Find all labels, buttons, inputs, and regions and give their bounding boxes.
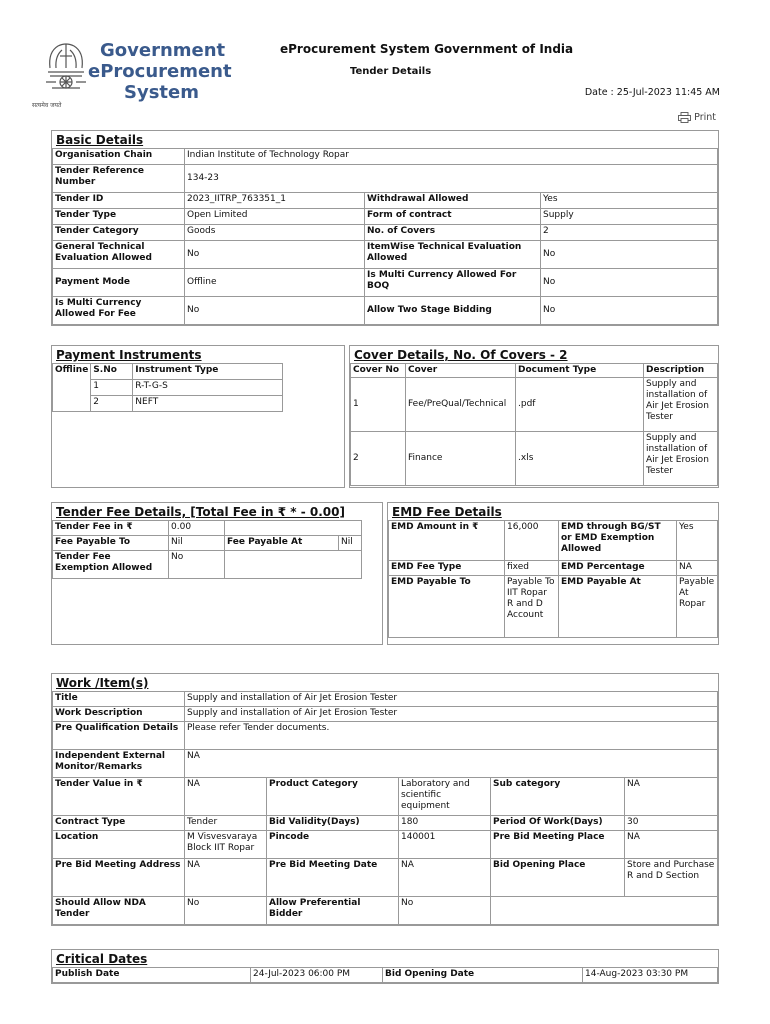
table-row (351, 432, 718, 486)
emblem-caption: सत्यमेव जयते (32, 102, 62, 109)
table-row (53, 241, 718, 269)
table-row (389, 521, 718, 561)
emd-fee-title: EMD Fee Details (392, 505, 502, 519)
cover-name: Fee/PreQual/Technical (406, 378, 516, 432)
monitor-value: NA (185, 750, 718, 778)
product-category-label: Product Category (267, 778, 399, 816)
emd-type-value: fixed (505, 561, 559, 576)
brand-line-1: Government (100, 40, 226, 61)
org-chain-value: Indian Institute of Technology Ropar (185, 149, 718, 165)
instrument-type: NEFT (133, 396, 283, 412)
tender-fee-section (51, 502, 383, 645)
basic-details-title: Basic Details (56, 133, 144, 147)
table-row (53, 536, 362, 551)
brand-logo-text (88, 40, 232, 103)
brand-line-3: System (124, 82, 199, 103)
cover-details-table (350, 363, 718, 486)
tender-category-label: Tender Category (53, 225, 185, 241)
table-row (53, 707, 718, 722)
emd-percentage-label: EMD Percentage (559, 561, 677, 576)
cover-description: Supply and installation of Air Jet Erosion Tester (644, 378, 718, 432)
sub-category-label: Sub category (491, 778, 625, 816)
report-date: Date : 25-Jul-2023 11:45 AM (584, 87, 720, 98)
preferential-value: No (399, 897, 491, 925)
sub-category-value: NA (625, 778, 718, 816)
covers-label: No. of Covers (365, 225, 541, 241)
col-sno: S.No (91, 364, 133, 380)
tender-ref-value: 134-23 (185, 165, 718, 193)
empty-cell (225, 521, 362, 536)
prebid-address-label: Pre Bid Meeting Address (53, 859, 185, 897)
publish-date-label: Publish Date (53, 968, 251, 983)
tender-fee-table (52, 520, 362, 579)
brand-line-2: eProcurement (88, 61, 232, 82)
tender-id-value: 2023_IITRP_763351_1 (185, 193, 365, 209)
table-row (53, 897, 718, 925)
tender-id-label: Tender ID (53, 193, 185, 209)
cover-description: Supply and installation of Air Jet Erosion Tester (644, 432, 718, 486)
emd-amount-label: EMD Amount in ₹ (389, 521, 505, 561)
covers-value: 2 (541, 225, 718, 241)
table-row (53, 551, 362, 579)
print-button[interactable] (678, 112, 716, 123)
location-label: Location (53, 831, 185, 859)
fee-payable-to-value: Nil (169, 536, 225, 551)
tender-type-value: Open Limited (185, 209, 365, 225)
table-row (53, 165, 718, 193)
itemwise-value: No (541, 241, 718, 269)
opening-place-value: Store and Purchase R and D Section (625, 859, 718, 897)
table-row (53, 193, 718, 209)
pincode-label: Pincode (267, 831, 399, 859)
fee-payable-at-label: Fee Payable At (225, 536, 339, 551)
payment-mode-tag: Offline (53, 364, 91, 412)
opening-place-label: Bid Opening Place (491, 859, 625, 897)
tender-ref-label: Tender Reference Number (53, 165, 185, 193)
instrument-type: R-T-G-S (133, 380, 283, 396)
multi-fee-label: Is Multi Currency Allowed For Fee (53, 297, 185, 325)
col-document-type: Document Type (516, 364, 644, 378)
basic-details-table (52, 148, 718, 325)
payment-instruments-title: Payment Instruments (56, 348, 202, 362)
col-cover-no: Cover No (351, 364, 406, 378)
withdrawal-value: Yes (541, 193, 718, 209)
nda-value: No (185, 897, 267, 925)
prebid-date-label: Pre Bid Meeting Date (267, 859, 399, 897)
fee-payable-at-value: Nil (339, 536, 362, 551)
table-row (351, 364, 718, 378)
emd-fee-section (387, 502, 719, 645)
location-value: M Visvesvaraya Block IIT Ropar (185, 831, 267, 859)
critical-dates-section (51, 949, 719, 984)
table-row (53, 816, 718, 831)
contract-form-label: Form of contract (365, 209, 541, 225)
empty-cell (225, 551, 362, 579)
prebid-address-value: NA (185, 859, 267, 897)
instrument-sno: 1 (91, 380, 133, 396)
work-title-value: Supply and installation of Air Jet Erosion Tester (185, 692, 718, 707)
national-emblem-icon (40, 38, 92, 98)
bid-opening-date-value: 14-Aug-2023 03:30 PM (583, 968, 718, 983)
payment-mode-label: Payment Mode (53, 269, 185, 297)
work-items-section (51, 673, 719, 926)
bid-opening-date-label: Bid Opening Date (383, 968, 583, 983)
org-chain-label: Organisation Chain (53, 149, 185, 165)
emd-payable-at-label: EMD Payable At (559, 576, 677, 638)
work-desc-label: Work Description (53, 707, 185, 722)
work-items-table (52, 691, 718, 925)
emd-fee-table (388, 520, 718, 638)
payment-instruments-table (52, 363, 283, 412)
col-description: Description (644, 364, 718, 378)
table-row (53, 859, 718, 897)
emd-payable-to-value: Payable To IIT Ropar R and D Account (505, 576, 559, 638)
emd-percentage-value: NA (677, 561, 718, 576)
prequal-value: Please refer Tender documents. (185, 722, 718, 750)
prebid-place-label: Pre Bid Meeting Place (491, 831, 625, 859)
cover-doc-type: .pdf (516, 378, 644, 432)
prequal-label: Pre Qualification Details (53, 722, 185, 750)
payment-instruments-section (51, 345, 345, 488)
emd-payable-at-value: Payable At Ropar (677, 576, 718, 638)
tender-value-label: Tender Value in ₹ (53, 778, 185, 816)
table-row (53, 209, 718, 225)
monitor-label: Independent External Monitor/Remarks (53, 750, 185, 778)
fee-exemption-value: No (169, 551, 225, 579)
table-row (53, 364, 283, 380)
table-row (351, 378, 718, 432)
table-row (53, 269, 718, 297)
table-row (389, 561, 718, 576)
basic-details-section (51, 130, 719, 326)
tender-fee-title: Tender Fee Details, [Total Fee in ₹ * - 0.00] (56, 505, 345, 519)
emd-payable-to-label: EMD Payable To (389, 576, 505, 638)
work-period-label: Period Of Work(Days) (491, 816, 625, 831)
multi-boq-value: No (541, 269, 718, 297)
cover-name: Finance (406, 432, 516, 486)
prebid-place-value: NA (625, 831, 718, 859)
table-row (389, 576, 718, 638)
emd-type-label: EMD Fee Type (389, 561, 505, 576)
cover-details-section (349, 345, 719, 488)
table-row (53, 297, 718, 325)
multi-fee-value: No (185, 297, 365, 325)
col-cover: Cover (406, 364, 516, 378)
pincode-value: 140001 (399, 831, 491, 859)
gte-value: No (185, 241, 365, 269)
tender-type-label: Tender Type (53, 209, 185, 225)
contract-type-label: Contract Type (53, 816, 185, 831)
table-row (53, 149, 718, 165)
col-instrument-type: Instrument Type (133, 364, 283, 380)
instrument-sno: 2 (91, 396, 133, 412)
system-title: eProcurement System Government of India (280, 42, 574, 56)
table-row (53, 968, 718, 983)
work-desc-value: Supply and installation of Air Jet Erosion Tester (185, 707, 718, 722)
fee-amount-value: 0.00 (169, 521, 225, 536)
fee-amount-label: Tender Fee in ₹ (53, 521, 169, 536)
emd-amount-value: 16,000 (505, 521, 559, 561)
preferential-label: Allow Preferential Bidder (267, 897, 399, 925)
tender-value: NA (185, 778, 267, 816)
printer-icon (678, 112, 691, 123)
fee-payable-to-label: Fee Payable To (53, 536, 169, 551)
page-title: Tender Details (350, 66, 432, 77)
contract-form-value: Supply (541, 209, 718, 225)
table-row (53, 750, 718, 778)
product-category-value: Laboratory and scientific equipment (399, 778, 491, 816)
table-row (53, 722, 718, 750)
table-row (53, 521, 362, 536)
two-stage-label: Allow Two Stage Bidding (365, 297, 541, 325)
itemwise-label: ItemWise Technical Evaluation Allowed (365, 241, 541, 269)
withdrawal-label: Withdrawal Allowed (365, 193, 541, 209)
work-period-value: 30 (625, 816, 718, 831)
gte-label: General Technical Evaluation Allowed (53, 241, 185, 269)
cover-doc-type: .xls (516, 432, 644, 486)
critical-dates-title: Critical Dates (56, 952, 148, 966)
table-row (53, 225, 718, 241)
empty-cell (491, 897, 718, 925)
tender-category-value: Goods (185, 225, 365, 241)
emd-bg-value: Yes (677, 521, 718, 561)
prebid-date-value: NA (399, 859, 491, 897)
cover-details-title: Cover Details, No. Of Covers - 2 (354, 348, 568, 362)
cover-no: 2 (351, 432, 406, 486)
publish-date-value: 24-Jul-2023 06:00 PM (251, 968, 383, 983)
contract-type-value: Tender (185, 816, 267, 831)
payment-mode-value: Offline (185, 269, 365, 297)
print-label: Print (694, 112, 716, 123)
critical-dates-table (52, 967, 718, 983)
emd-bg-label: EMD through BG/ST or EMD Exemption Allowed (559, 521, 677, 561)
nda-label: Should Allow NDA Tender (53, 897, 185, 925)
bid-validity-label: Bid Validity(Days) (267, 816, 399, 831)
fee-exemption-label: Tender Fee Exemption Allowed (53, 551, 169, 579)
work-items-title: Work /Item(s) (56, 676, 149, 690)
cover-no: 1 (351, 378, 406, 432)
table-row (53, 692, 718, 707)
table-row (53, 778, 718, 816)
two-stage-value: No (541, 297, 718, 325)
multi-boq-label: Is Multi Currency Allowed For BOQ (365, 269, 541, 297)
bid-validity-value: 180 (399, 816, 491, 831)
table-row (53, 831, 718, 859)
work-title-label: Title (53, 692, 185, 707)
